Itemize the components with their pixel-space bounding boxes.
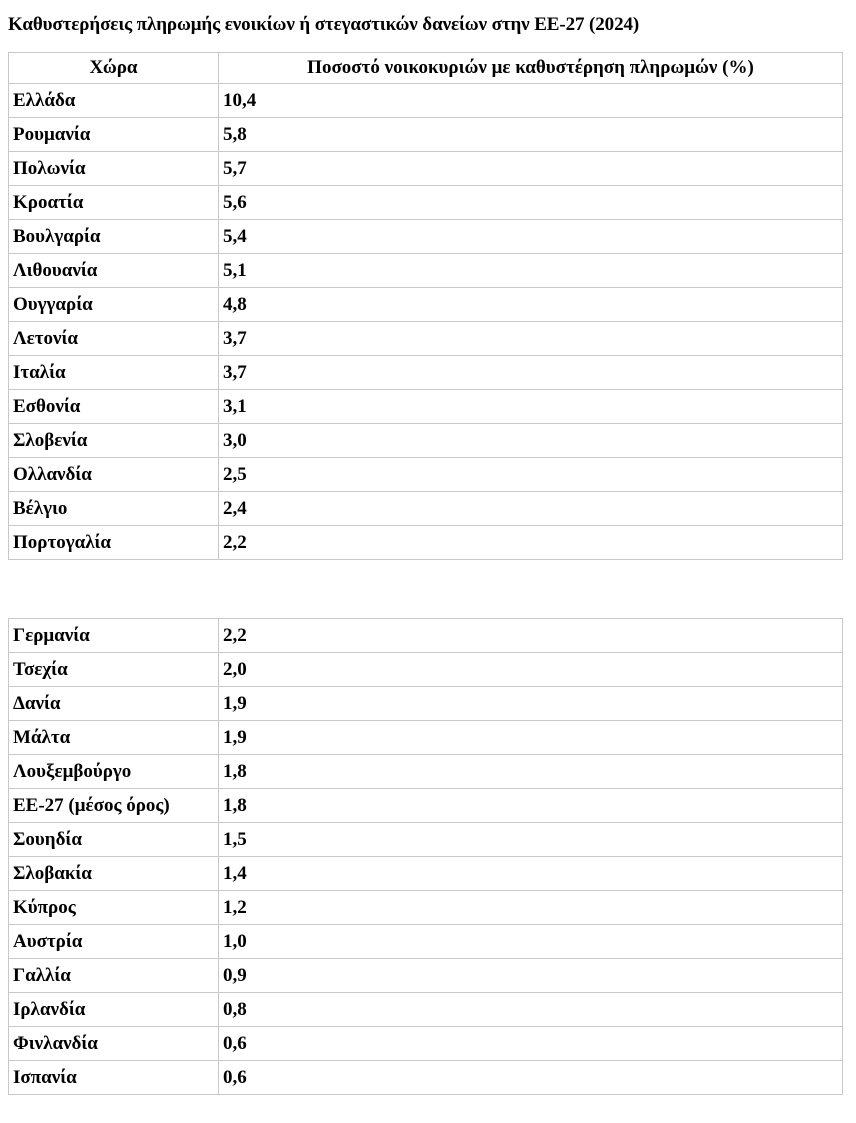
percentage-cell: 1,5	[219, 823, 843, 857]
percentage-cell: 2,2	[219, 526, 843, 560]
percentage-cell: 5,1	[219, 254, 843, 288]
percentage-cell: 4,8	[219, 288, 843, 322]
table-row	[9, 619, 843, 653]
percentage-cell: 2,5	[219, 458, 843, 492]
table-row	[9, 254, 843, 288]
country-cell: Ολλανδία	[9, 458, 219, 492]
country-cell: Γαλλία	[9, 959, 219, 993]
country-cell: Τσεχία	[9, 653, 219, 687]
table-row	[9, 322, 843, 356]
country-cell: Λετονία	[9, 322, 219, 356]
country-cell: Πορτογαλία	[9, 526, 219, 560]
table-body-part-1	[9, 84, 843, 560]
percentage-cell: 1,9	[219, 721, 843, 755]
country-cell: Ελλάδα	[9, 84, 219, 118]
country-cell: Λιθουανία	[9, 254, 219, 288]
country-cell: Σουηδία	[9, 823, 219, 857]
country-cell: Κροατία	[9, 186, 219, 220]
percentage-cell: 1,4	[219, 857, 843, 891]
table-row	[9, 288, 843, 322]
column-header-percentage: Ποσοστό νοικοκυριών με καθυστέρηση πληρωμών (%)	[219, 53, 843, 84]
table-row	[9, 356, 843, 390]
table-row	[9, 458, 843, 492]
column-header-country: Χώρα	[9, 53, 219, 84]
table-row	[9, 721, 843, 755]
percentage-cell: 5,4	[219, 220, 843, 254]
country-cell: Βουλγαρία	[9, 220, 219, 254]
table-row	[9, 152, 843, 186]
table-row	[9, 891, 843, 925]
table-row	[9, 687, 843, 721]
table-row	[9, 993, 843, 1027]
table-row	[9, 789, 843, 823]
country-cell: Δανία	[9, 687, 219, 721]
table-row	[9, 492, 843, 526]
country-cell: Ιταλία	[9, 356, 219, 390]
country-cell: Λουξεμβούργο	[9, 755, 219, 789]
country-cell: Ρουμανία	[9, 118, 219, 152]
percentage-cell: 3,1	[219, 390, 843, 424]
percentage-cell: 0,9	[219, 959, 843, 993]
percentage-cell: 3,7	[219, 356, 843, 390]
country-cell: Ιρλανδία	[9, 993, 219, 1027]
country-cell: Γερμανία	[9, 619, 219, 653]
country-cell: Εσθονία	[9, 390, 219, 424]
percentage-cell: 2,2	[219, 619, 843, 653]
table-row	[9, 857, 843, 891]
country-cell: ΕΕ-27 (μέσος όρος)	[9, 789, 219, 823]
percentage-cell: 5,7	[219, 152, 843, 186]
percentage-cell: 1,2	[219, 891, 843, 925]
country-cell: Μάλτα	[9, 721, 219, 755]
table-row	[9, 653, 843, 687]
country-cell: Ισπανία	[9, 1061, 219, 1095]
percentage-cell: 1,9	[219, 687, 843, 721]
table-row	[9, 755, 843, 789]
country-cell: Σλοβενία	[9, 424, 219, 458]
percentage-cell: 10,4	[219, 84, 843, 118]
country-cell: Πολωνία	[9, 152, 219, 186]
country-cell: Αυστρία	[9, 925, 219, 959]
table-header-row	[9, 53, 843, 84]
data-table-part-2	[8, 618, 843, 1095]
table-row	[9, 823, 843, 857]
percentage-cell: 0,6	[219, 1061, 843, 1095]
table-row	[9, 526, 843, 560]
percentage-cell: 3,7	[219, 322, 843, 356]
table-row	[9, 84, 843, 118]
percentage-cell: 1,8	[219, 789, 843, 823]
percentage-cell: 5,6	[219, 186, 843, 220]
country-cell: Κύπρος	[9, 891, 219, 925]
table-row	[9, 1061, 843, 1095]
country-cell: Σλοβακία	[9, 857, 219, 891]
table-body-part-2	[9, 619, 843, 1095]
table-row	[9, 390, 843, 424]
country-cell: Βέλγιο	[9, 492, 219, 526]
table-row	[9, 424, 843, 458]
table-row	[9, 925, 843, 959]
percentage-cell: 2,0	[219, 653, 843, 687]
percentage-cell: 2,4	[219, 492, 843, 526]
percentage-cell: 5,8	[219, 118, 843, 152]
percentage-cell: 0,8	[219, 993, 843, 1027]
table-row	[9, 220, 843, 254]
table-row	[9, 959, 843, 993]
table-row	[9, 186, 843, 220]
country-cell: Ουγγαρία	[9, 288, 219, 322]
percentage-cell: 3,0	[219, 424, 843, 458]
table-row	[9, 118, 843, 152]
percentage-cell: 1,8	[219, 755, 843, 789]
percentage-cell: 0,6	[219, 1027, 843, 1061]
percentage-cell: 1,0	[219, 925, 843, 959]
page-title: Καθυστερήσεις πληρωμής ενοικίων ή στεγαστικών δανείων στην ΕΕ-27 (2024)	[8, 14, 640, 35]
data-table-part-1	[8, 52, 843, 560]
table-row	[9, 1027, 843, 1061]
country-cell: Φινλανδία	[9, 1027, 219, 1061]
